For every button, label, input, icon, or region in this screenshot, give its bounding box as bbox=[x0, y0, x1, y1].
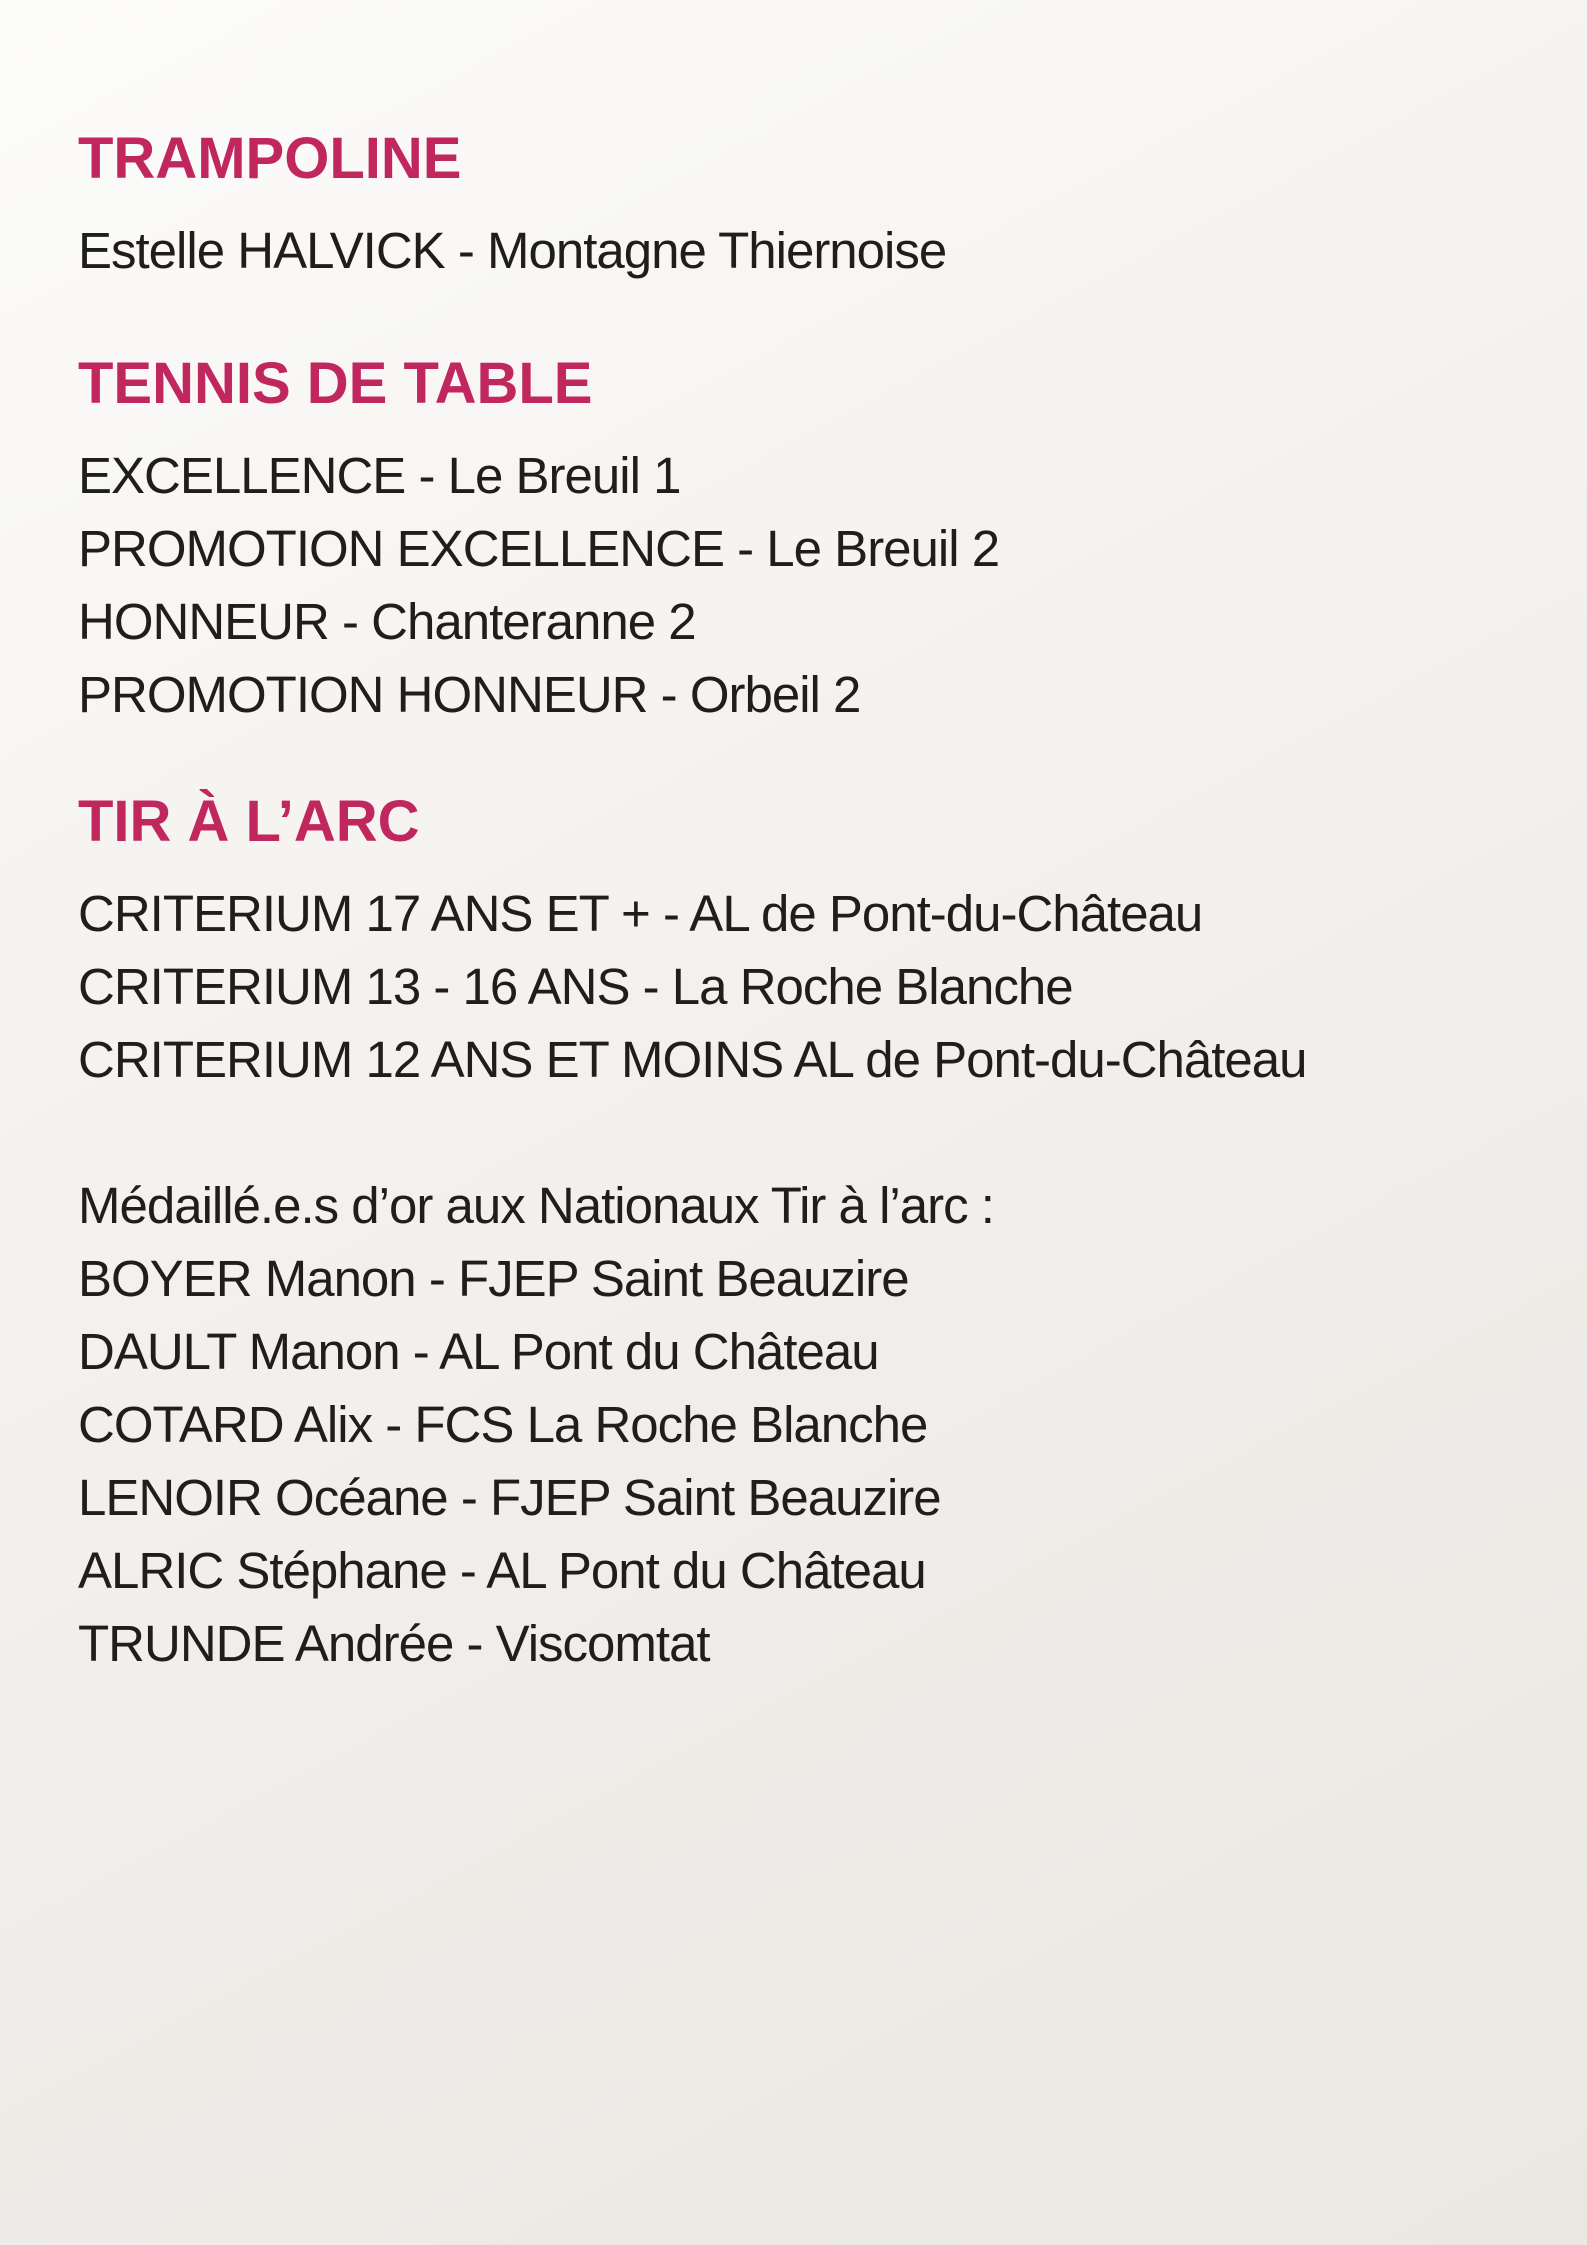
result-line: COTARD Alix - FCS La Roche Blanche bbox=[78, 1396, 928, 1453]
result-line: LENOIR Océane - FJEP Saint Beauzire bbox=[78, 1469, 941, 1526]
section-heading-trampoline: TRAMPOLINE bbox=[78, 126, 462, 191]
result-line: CRITERIUM 12 ANS ET MOINS AL de Pont-du-Château bbox=[78, 1031, 1307, 1088]
section-tennis-de-table bbox=[78, 351, 1509, 731]
result-group-medalists bbox=[78, 1169, 1509, 1680]
section-heading-tennis-de-table: TENNIS DE TABLE bbox=[78, 351, 593, 416]
result-line: BOYER Manon - FJEP Saint Beauzire bbox=[78, 1250, 909, 1307]
result-group bbox=[78, 214, 1509, 287]
result-group bbox=[78, 439, 1509, 731]
result-line: PROMOTION EXCELLENCE - Le Breuil 2 bbox=[78, 520, 1000, 577]
result-line: CRITERIUM 17 ANS ET + - AL de Pont-du-Château bbox=[78, 885, 1203, 942]
result-line: CRITERIUM 13 - 16 ANS - La Roche Blanche bbox=[78, 958, 1073, 1015]
result-group-criteriums bbox=[78, 877, 1509, 1096]
medalists-intro-line: Médaillé.e.s d’or aux Nationaux Tir à l’arc : bbox=[78, 1177, 994, 1234]
section-tir-a-larc bbox=[78, 789, 1509, 1680]
result-line: PROMOTION HONNEUR - Orbeil 2 bbox=[78, 666, 861, 723]
result-line: EXCELLENCE - Le Breuil 1 bbox=[78, 447, 681, 504]
result-line: Estelle HALVICK - Montagne Thiernoise bbox=[78, 222, 947, 279]
section-trampoline bbox=[78, 126, 1509, 287]
result-line: HONNEUR - Chanteranne 2 bbox=[78, 593, 696, 650]
result-line: ALRIC Stéphane - AL Pont du Château bbox=[78, 1542, 926, 1599]
result-line: DAULT Manon - AL Pont du Château bbox=[78, 1323, 879, 1380]
section-heading-tir-a-larc: TIR À L’ARC bbox=[78, 789, 420, 854]
result-line: TRUNDE Andrée - Viscomtat bbox=[78, 1615, 710, 1672]
